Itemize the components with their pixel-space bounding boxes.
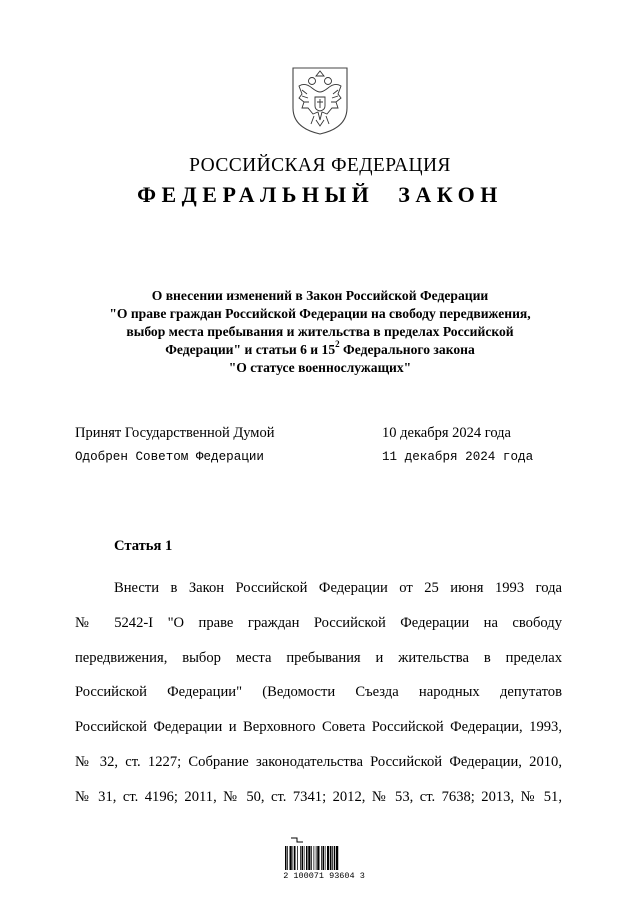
approval-council-date: 11 декабря 2024 года — [382, 450, 534, 464]
barcode-number: 2 100071 93604 3 — [283, 871, 365, 881]
coat-of-arms-icon — [289, 64, 351, 136]
law-title-line: О внесении изменений в Закон Российской Федерации — [151, 288, 489, 303]
law-title — [60, 287, 580, 377]
article-body-line: № 31, ст. 4196; 2011, № 50, ст. 7341; 2012, № 53, ст. 7638; 2013, № 51, — [75, 788, 562, 805]
article-body-line: Российской Федерации и Верховного Совета Российской Федерации, 1993, — [75, 719, 562, 736]
law-title-line — [60, 341, 580, 359]
law-title-text: Федерации" и статьи 6 и 15 — [165, 342, 336, 357]
law-title-text: Федерального закона — [339, 342, 475, 357]
country-name: РОССИЙСКАЯ ФЕДЕРАЦИЯ — [189, 155, 451, 176]
law-title-line: выбор места пребывания и жительства в пределах Российской — [126, 324, 514, 339]
article-body-line: Внести в Закон Российской Федерации от 25 июня 1993 года — [114, 580, 562, 596]
law-title-line: "О статусе военнослужащих" — [228, 360, 412, 375]
law-title-line: "О праве граждан Российской Федерации на свободу передвижения, — [109, 306, 531, 321]
approval-council-label: Одобрен Советом Федерации — [75, 450, 264, 464]
document-type-word-law: ЗАКОН — [398, 182, 503, 207]
article-body-line: Российской Федерации" (Ведомости Съезда народных депутатов — [75, 684, 562, 701]
document-type — [0, 182, 640, 208]
article-body-line: № 5242-I "О праве граждан Российской Федерации на свободу — [75, 614, 562, 631]
article-heading: Статья 1 — [114, 538, 173, 554]
adoption-duma-date: 10 декабря 2024 года — [382, 425, 511, 441]
article-body-line: № 32, ст. 1227; Собрание законодательства Российской Федерации, 2010, — [75, 753, 562, 770]
article-body — [75, 571, 562, 815]
article-body-line: передвижения, выбор места пребывания и жительства в пределах — [75, 649, 562, 666]
document-type-word-federal: ФЕДЕРАЛЬНЫЙ — [137, 182, 375, 207]
adoption-duma-label: Принят Государственной Думой — [75, 425, 275, 441]
law-title-superscript: 2 — [335, 339, 340, 350]
